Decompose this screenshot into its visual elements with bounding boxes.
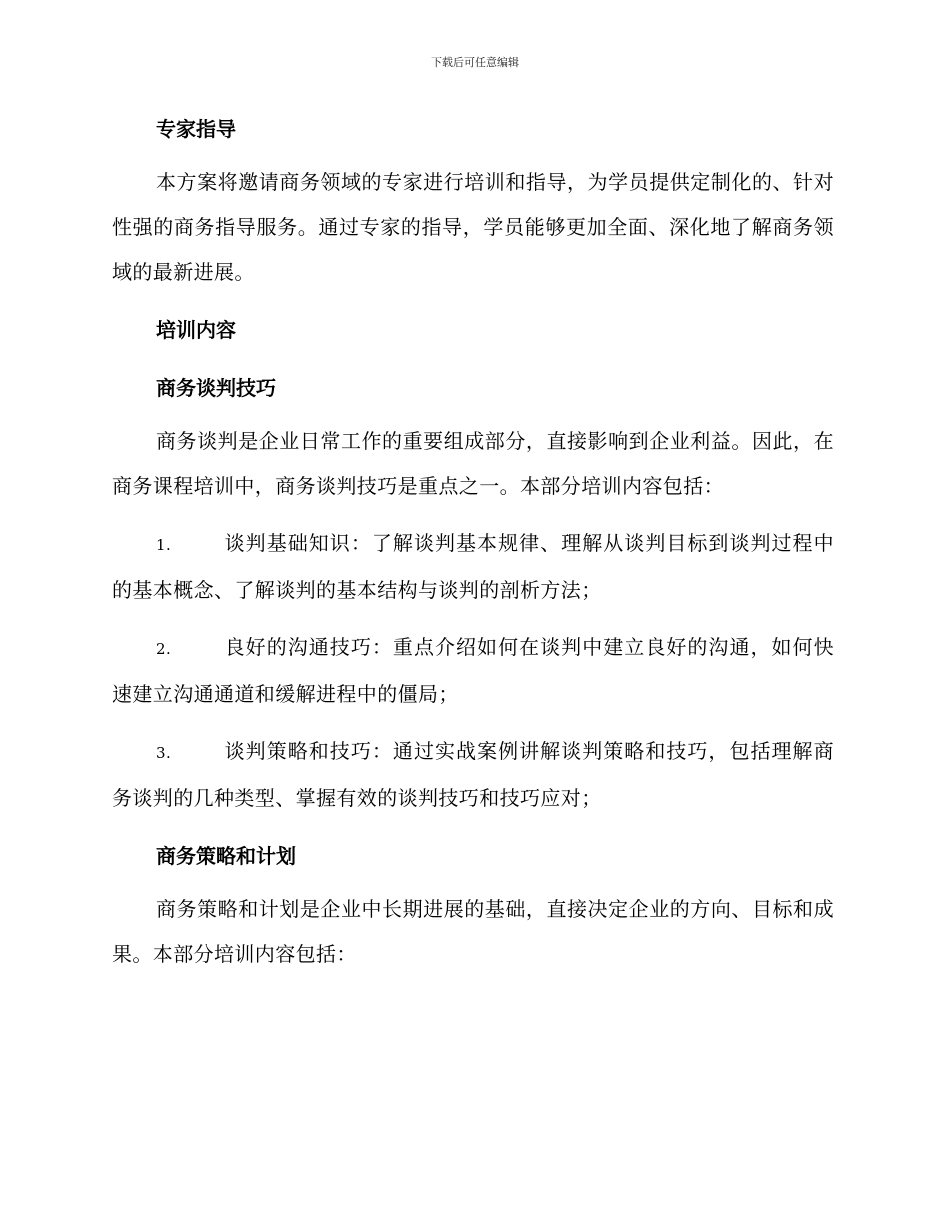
list-item-number: 3. (156, 744, 172, 762)
list-item (112, 521, 834, 613)
list-item-number: 1. (156, 536, 172, 554)
list-item (112, 625, 834, 717)
list-item-text: 谈判基础知识：了解谈判基本规律、理解从谈判目标到谈判过程中的基本概念、了解谈判的基本结构与谈判的剖析方法； (112, 531, 834, 602)
list-item-text: 良好的沟通技巧：重点介绍如何在谈判中建立良好的沟通，如何快速建立沟通通道和缓解进程中的僵局； (112, 635, 834, 706)
list-item-text: 谈判策略和技巧：通过实战案例讲解谈判策略和技巧，包括理解商务谈判的几种类型、掌握有效的谈判技巧和技巧应对； (112, 739, 834, 810)
list-item (112, 729, 834, 821)
heading-business-strategy: 商务策略和计划 (156, 844, 296, 868)
document-body (112, 112, 834, 977)
page-header-note: 下载后可任意编辑 (431, 56, 519, 69)
heading-expert-guidance: 专家指导 (156, 117, 236, 141)
heading-training-content: 培训内容 (156, 318, 236, 342)
paragraph-negotiation-intro: 商务谈判是企业日常工作的重要组成部分，直接影响到企业利益。因此，在商务课程培训中，商务谈判技巧是重点之一。本部分培训内容包括： (112, 429, 834, 498)
paragraph-expert-guidance: 本方案将邀请商务领域的专家进行培训和指导，为学员提供定制化的、针对性强的商务指导服务。通过专家的指导，学员能够更加全面、深化地了解商务领域的最新进展。 (112, 170, 834, 284)
heading-negotiation-skills: 商务谈判技巧 (156, 376, 276, 400)
list-item-number: 2. (156, 640, 172, 658)
paragraph-business-strategy: 商务策略和计划是企业中长期进展的基础，直接决定企业的方向、目标和成果。本部分培训内容包括： (112, 897, 834, 966)
